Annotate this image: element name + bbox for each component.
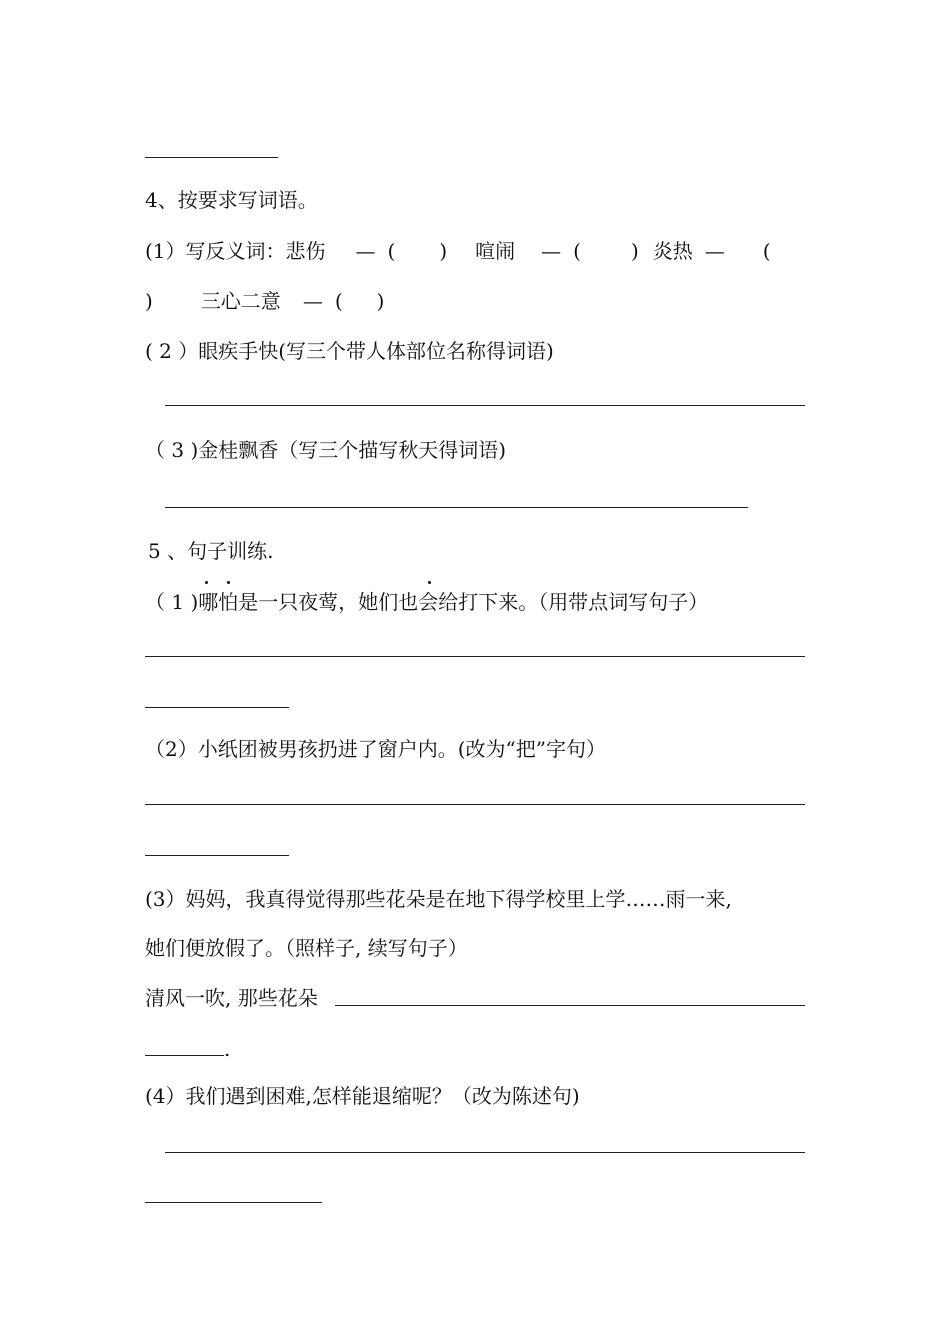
emphasis-dot [227,581,230,584]
emphasis-dot [205,581,208,584]
period-mark: . [224,1037,231,1061]
word-sanxin: 三心二意 [200,289,281,313]
question-4-1-prefix: (1）写反义词：悲伤 [145,239,326,263]
word-yanre: 炎热 [652,239,693,263]
answer-line[interactable] [145,656,805,657]
answer-line[interactable] [165,507,748,508]
answer-line[interactable] [335,1005,805,1006]
answer-line[interactable] [165,1152,805,1153]
question-5-2: （2）小纸团被男孩扔进了窗户内。(改为“把”字句） [145,737,606,761]
answer-line[interactable] [145,707,289,708]
emphasis-dot [428,581,431,584]
question-4-1-line1: (1）写反义词：悲伤 — ( ) 喧闹 — ( ) 炎热 — ( [145,239,771,263]
question-5-4: (4）我们遇到困难,怎样能退缩呢？（改为陈述句) [145,1084,580,1108]
answer-line[interactable] [145,855,289,856]
question-5-3-line1: (3）妈妈，我真得觉得那些花朵是在地下得学校里上学……雨一来, [145,887,732,911]
answer-line[interactable] [145,1055,224,1056]
question-4-title: 4、按要求写词语。 [145,188,318,212]
answer-line[interactable] [145,1202,322,1203]
question-5-1: （ 1 )哪怕是一只夜莺，她们也会给打下来。（用带点词写句子） [145,590,709,614]
word-xuannao: 喧闹 [475,239,516,263]
answer-line[interactable] [145,157,278,158]
question-5-3-line2: 她们便放假了。（照样子, 续写句子） [145,936,468,960]
question-5-3-prompt: 清风一吹, 那些花朵 [145,986,318,1010]
question-5-title: 5 、句子训练. [148,539,274,563]
answer-line[interactable] [145,804,805,805]
question-4-3: （ 3 )金桂飘香（写三个描写秋天得词语) [145,438,507,462]
answer-line[interactable] [165,405,805,406]
question-4-2: ( 2 ）眼疾手快(写三个带人体部位名称得词语) [145,339,554,363]
question-4-1-line2: ) 三心二意 — ( ) [145,289,385,313]
